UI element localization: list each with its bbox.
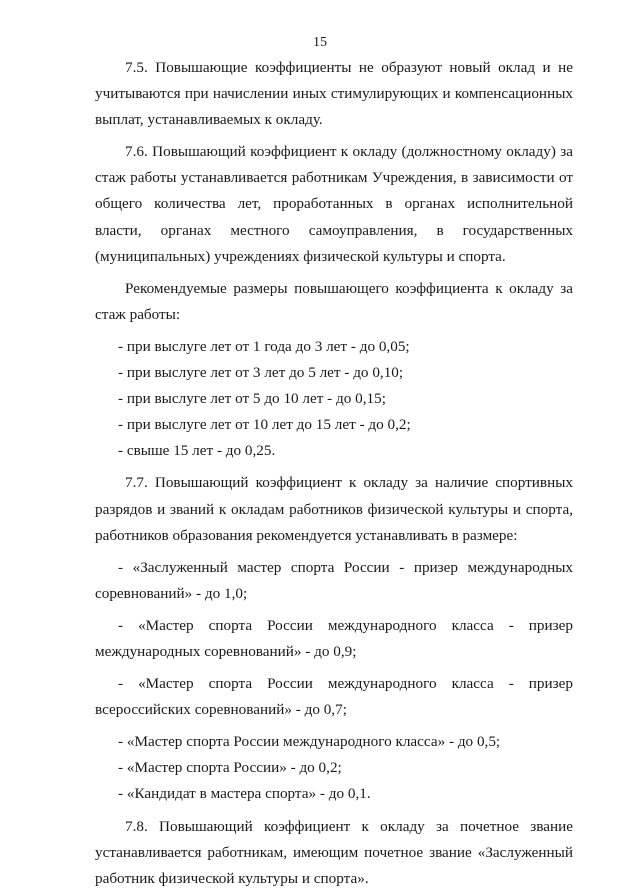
paragraph: Рекомендуемые размеры повышающего коэффициента к окладу за стаж работы: xyxy=(95,279,573,323)
list-item: - «Мастер спорта России международного класса - призер всероссийских соревнований» - до 0,7; xyxy=(95,675,573,719)
list-item: - свыше 15 лет - до 0,25. xyxy=(118,442,276,460)
list-item: - при выслуге лет от 10 лет до 15 лет - до 0,2; xyxy=(118,416,411,434)
page-number: 15 xyxy=(313,35,327,50)
list-item: - «Мастер спорта России международного класса - призер международных соревнований» - до 0,9; xyxy=(95,616,573,660)
paragraph: 7.8. Повышающий коэффициент к окладу за почетное звание устанавливается работникам, имеющим почетное звание «Заслуженный работник физической культуры и спорта». xyxy=(95,817,573,887)
list-item: - «Заслуженный мастер спорта России - призер международных соревнований» - до 1,0; xyxy=(95,558,573,602)
list-item: - «Мастер спорта России международного класса» - до 0,5; xyxy=(118,733,501,751)
document-body xyxy=(95,55,573,892)
list-item: - «Кандидат в мастера спорта» - до 0,1. xyxy=(118,785,371,803)
paragraph: 7.6. Повышающий коэффициент к окладу (должностному окладу) за стаж работы устанавливается работникам Учреждения, в зависимости от общего количества лет, проработанных в органах исполнительной власти, органах местного самоуправления, в государственных (муниципальных) учреждениях физической культуры и спорта. xyxy=(95,143,573,265)
paragraph: 7.5. Повышающие коэффициенты не образуют новый оклад и не учитываются при начислении иных стимулирующих и компенсационных выплат, устанавливаемых к окладу. xyxy=(95,59,573,129)
list-item: - при выслуге лет от 1 года до 3 лет - до 0,05; xyxy=(118,337,410,355)
list-item: - при выслуге лет от 5 до 10 лет - до 0,15; xyxy=(118,390,386,408)
list-item: - «Мастер спорта России» - до 0,2; xyxy=(118,759,342,777)
paragraph: 7.7. Повышающий коэффициент к окладу за наличие спортивных разрядов и званий к окладам работников физической культуры и спорта, работников образования рекомендуется устанавливать в размере: xyxy=(95,474,573,544)
list-item: - при выслуге лет от 3 лет до 5 лет - до 0,10; xyxy=(118,364,404,382)
